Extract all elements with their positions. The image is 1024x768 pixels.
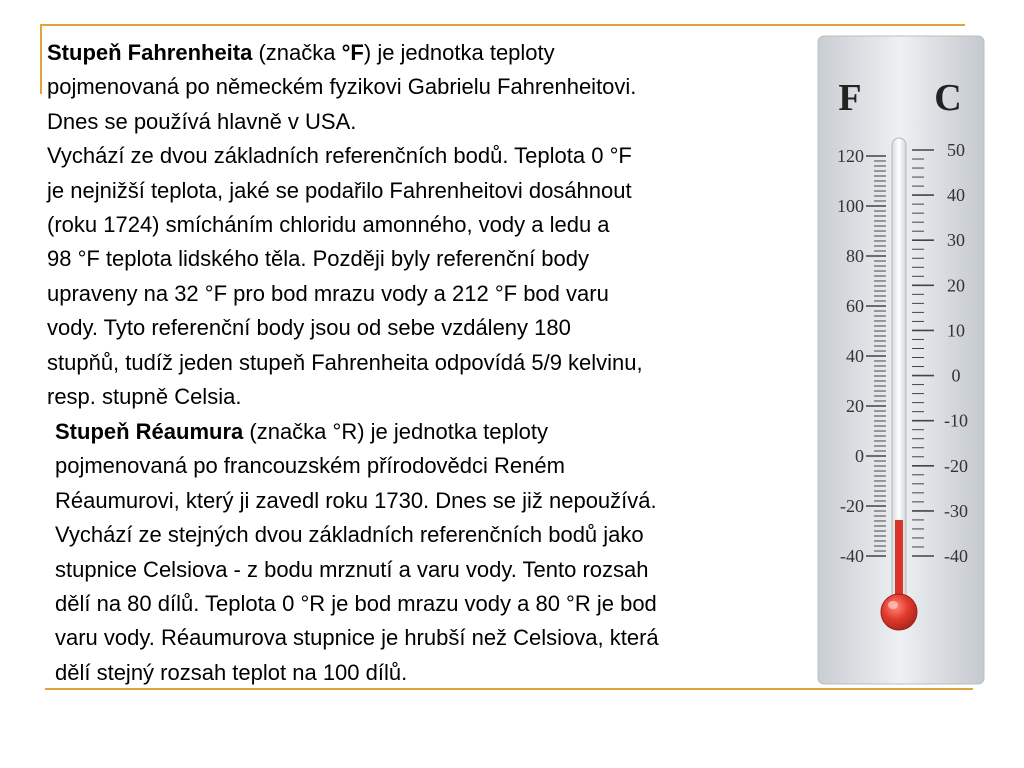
celsius-tick-label: 0 bbox=[951, 365, 961, 386]
reaumur-line: Vychází ze stejných dvou základních referenčních bodů jako bbox=[55, 522, 644, 548]
celsius-tick-label: 50 bbox=[947, 140, 965, 160]
celsius-tick-label: -30 bbox=[944, 500, 968, 521]
fahrenheit-tick-label: 0 bbox=[855, 446, 864, 466]
celsius-tick-label: -40 bbox=[944, 546, 968, 566]
fahrenheit-tick-label: 120 bbox=[837, 146, 864, 166]
fahrenheit-tick-label: 100 bbox=[837, 196, 864, 216]
fahrenheit-line: 98 °F teplota lidského těla. Později byly referenční body bbox=[47, 246, 589, 272]
fahrenheit-tick-label: 20 bbox=[846, 396, 864, 416]
left-rule bbox=[40, 24, 42, 94]
fahrenheit-line: resp. stupně Celsia. bbox=[47, 384, 242, 410]
fahrenheit-paragraph bbox=[47, 36, 643, 414]
celsius-tick-label: 30 bbox=[947, 230, 965, 251]
celsius-tick-label: 20 bbox=[947, 275, 965, 296]
thermometer-bulb bbox=[881, 594, 917, 630]
reaumur-line: pojmenovaná po francouzském přírodovědci Reném bbox=[55, 453, 565, 479]
fahrenheit-line: Vychází ze dvou základních referenčních bodů. Teplota 0 °F bbox=[47, 143, 632, 169]
celsius-unit-label: C bbox=[934, 77, 962, 119]
fahrenheit-symbol: °F bbox=[341, 40, 364, 65]
fahrenheit-first-line bbox=[47, 36, 643, 70]
fahrenheit-line: vody. Tyto referenční body jsou od sebe vzdáleny 180 bbox=[47, 315, 571, 341]
fahrenheit-tick-label: 80 bbox=[846, 246, 864, 266]
top-rule bbox=[40, 24, 965, 26]
fahrenheit-tick-label: 40 bbox=[846, 346, 864, 366]
fahrenheit-symbol-prefix: (značka bbox=[252, 40, 342, 65]
celsius-tick-label: -20 bbox=[944, 455, 968, 476]
fahrenheit-unit-label: F bbox=[838, 77, 862, 119]
celsius-tick-label: -10 bbox=[944, 410, 968, 431]
fahrenheit-tick-label: 60 bbox=[846, 296, 864, 316]
reaumur-line: Réaumurovi, který ji zavedl roku 1730. Dnes se již nepoužívá. bbox=[55, 487, 657, 513]
fahrenheit-tick-label: -20 bbox=[840, 496, 864, 516]
reaumur-first-line-end: (značka °R) je jednotka teploty bbox=[243, 419, 548, 444]
bulb-highlight bbox=[888, 601, 898, 609]
fahrenheit-line: stupňů, tudíž jeden stupeň Fahrenheita odpovídá 5/9 kelvinu, bbox=[47, 349, 643, 375]
reaumur-line: dělí stejný rozsah teplot na 100 dílů. bbox=[55, 659, 408, 685]
reaumur-line: dělí na 80 dílů. Teplota 0 °R je bod mrazu vody a 80 °R je bod bbox=[55, 591, 657, 617]
reaumur-line: varu vody. Réaumurova stupnice je hrubší než Celsiova, která bbox=[55, 625, 659, 651]
fahrenheit-line: Dnes se používá hlavně v USA. bbox=[47, 108, 357, 134]
celsius-tick-label: 40 bbox=[947, 185, 965, 206]
reaumur-first-line bbox=[55, 415, 659, 449]
fahrenheit-line: pojmenovaná po německém fyzikovi Gabrielu Fahrenheitovi. bbox=[47, 74, 637, 100]
reaumur-term: Stupeň Réaumura bbox=[55, 419, 244, 444]
fahrenheit-line: je nejnižší teplota, jaké se podařilo Fahrenheitovi dosáhnout bbox=[47, 177, 632, 203]
fahrenheit-line: upraveny na 32 °F pro bod mrazu vody a 212 °F bod varu bbox=[47, 280, 609, 306]
fahrenheit-term: Stupeň Fahrenheita bbox=[47, 40, 253, 65]
celsius-tick-label: 10 bbox=[947, 320, 965, 341]
fahrenheit-first-line-end: ) je jednotka teploty bbox=[363, 40, 555, 65]
fahrenheit-tick-label: -40 bbox=[840, 546, 864, 566]
reaumur-paragraph bbox=[55, 415, 659, 690]
reaumur-line: stupnice Celsiova - z bodu mrznutí a varu vody. Tento rozsah bbox=[55, 556, 649, 582]
thermometer-image bbox=[812, 28, 992, 690]
fahrenheit-line: (roku 1724) smícháním chloridu amonného, vody a ledu a bbox=[47, 212, 610, 238]
